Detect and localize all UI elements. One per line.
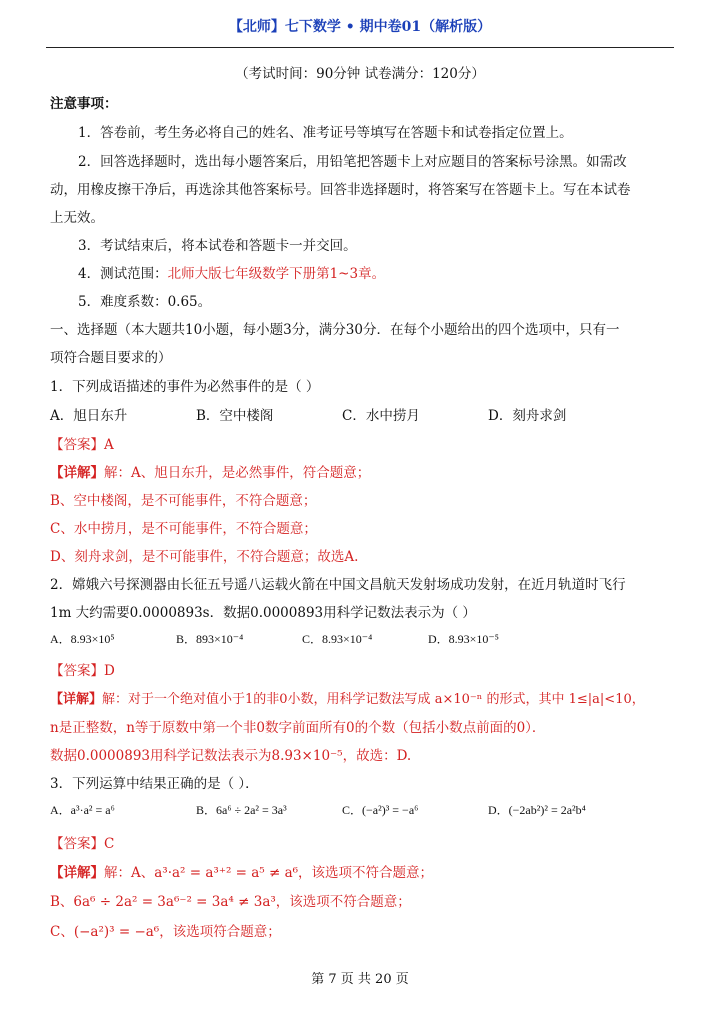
section-1-heading: 一、选择题（本大题共10小题，每小题3分，满分30分．在每个小题给出的四个选项中，只有一 (50, 322, 620, 338)
q3-option-d: D．(−2ab²)² = 2a²b⁴ (488, 803, 586, 817)
q1-detail-tag: 【详解】 (50, 465, 104, 481)
q3-detail-tag: 【详解】 (50, 865, 104, 881)
header-divider (46, 47, 674, 48)
q2-stem-2: 1m 大约需要0.0000893s．数据0.0000893用科学记数法表示为（ ） (50, 605, 476, 621)
q2-detail-1 (50, 688, 645, 707)
q2-detail-tag: 【详解】 (50, 692, 103, 707)
page-footer: 第 7 页 共 20 页 (311, 972, 409, 987)
q1-stem: 1．下列成语描述的事件为必然事件的是（ ） (50, 379, 320, 395)
q3-detail-1-text: 解：A、a³·a² = a³⁺² = a⁵ ≠ a⁶，该选项不符合题意； (104, 865, 434, 881)
q3-stem: 3．下列运算中结果正确的是（ ）． (50, 776, 259, 792)
q3-answer: 【答案】C (50, 836, 115, 852)
q2-option-b: B．893×10⁻⁴ (176, 632, 244, 646)
document-title: 【北师】七下数学 • 期中卷01（解析版） (228, 19, 492, 35)
exam-info: （考试时间：90分钟 试卷满分：120分） (235, 66, 485, 82)
notice-item-4 (78, 262, 385, 282)
notice-item-4-prefix: 4．测试范围： (78, 266, 168, 282)
notice-item-2-end: 上无效。 (50, 210, 104, 226)
notice-item-2-cont: 动，用橡皮擦干净后，再选涂其他答案标号。回答非选择题时，将答案写在答题卡上。写在本试卷 (50, 182, 631, 198)
q1-detail-3: C、水中捞月，是不可能事件，不符合题意； (50, 521, 317, 537)
q2-answer: 【答案】D (50, 663, 115, 679)
notice-title: 注意事项： (50, 96, 118, 112)
q1-detail-4: D、刻舟求剑，是不可能事件，不符合题意；故选A. (50, 549, 359, 565)
q3-option-b: B．6a⁶ ÷ 2a² = 3a³ (196, 803, 287, 817)
q2-detail-3: 数据0.0000893用科学记数法表示为8.93×10⁻⁵，故选：D. (50, 748, 412, 764)
notice-item-4-range: 北师大版七年级数学下册第1~3章。 (167, 266, 386, 282)
q1-option-b: B．空中楼阁 (196, 408, 274, 424)
q2-detail-1-text: 解：对于一个绝对值小于1的非0小数，用科学记数法写成 a×10⁻ⁿ 的形式，其中 1≤|a|<10， (102, 692, 645, 707)
q1-option-a: A．旭日东升 (50, 408, 128, 424)
q1-detail-1-text: 解：A、旭日东升，是必然事件，符合题意； (104, 465, 371, 481)
q2-option-a: A．8.93×10⁵ (50, 632, 115, 646)
notice-item-1: 1．答卷前，考生务必将自己的姓名、准考证号等填写在答题卡和试卷指定位置上。 (78, 125, 573, 141)
q1-detail-1 (50, 461, 370, 481)
q2-option-d: D．8.93×10⁻⁵ (428, 632, 499, 646)
notice-item-5: 5．难度系数：0.65。 (78, 294, 212, 310)
section-1-heading-cont: 项符合题目要求的） (50, 350, 172, 366)
q3-detail-2: B、6a⁶ ÷ 2a² = 3a⁶⁻² = 3a⁴ ≠ 3a³，该选项不符合题意； (50, 894, 411, 910)
notice-item-3: 3．考试结束后，将本试卷和答题卡一并交回。 (78, 238, 357, 254)
q1-detail-2: B、空中楼阁，是不可能事件，不符合题意； (50, 493, 317, 509)
q1-option-d: D．刻舟求剑 (488, 408, 567, 424)
q2-option-c: C．8.93×10⁻⁴ (302, 632, 373, 646)
q3-option-c: C．(−a²)³ = −a⁶ (342, 803, 419, 817)
q3-option-a: A．a³·a² = a⁶ (50, 803, 115, 817)
q1-option-c: C．水中捞月 (342, 408, 420, 424)
q2-detail-2: n是正整数，n等于原数中第一个非0数字前面所有0的个数（包括小数点前面的0）． (50, 720, 546, 736)
q3-detail-1 (50, 861, 433, 881)
notice-item-2: 2．回答选择题时，选出每小题答案后，用铅笔把答题卡上对应题目的答案标号涂黑。如需改 (78, 154, 627, 170)
q1-answer: 【答案】A (50, 437, 114, 453)
q2-stem-1: 2．嫦娥六号探测器由长征五号遥八运载火箭在中国文昌航天发射场成功发射，在近月轨道时飞行 (50, 577, 626, 593)
q3-detail-3: C、(−a²)³ = −a⁶，该选项符合题意； (50, 924, 281, 940)
